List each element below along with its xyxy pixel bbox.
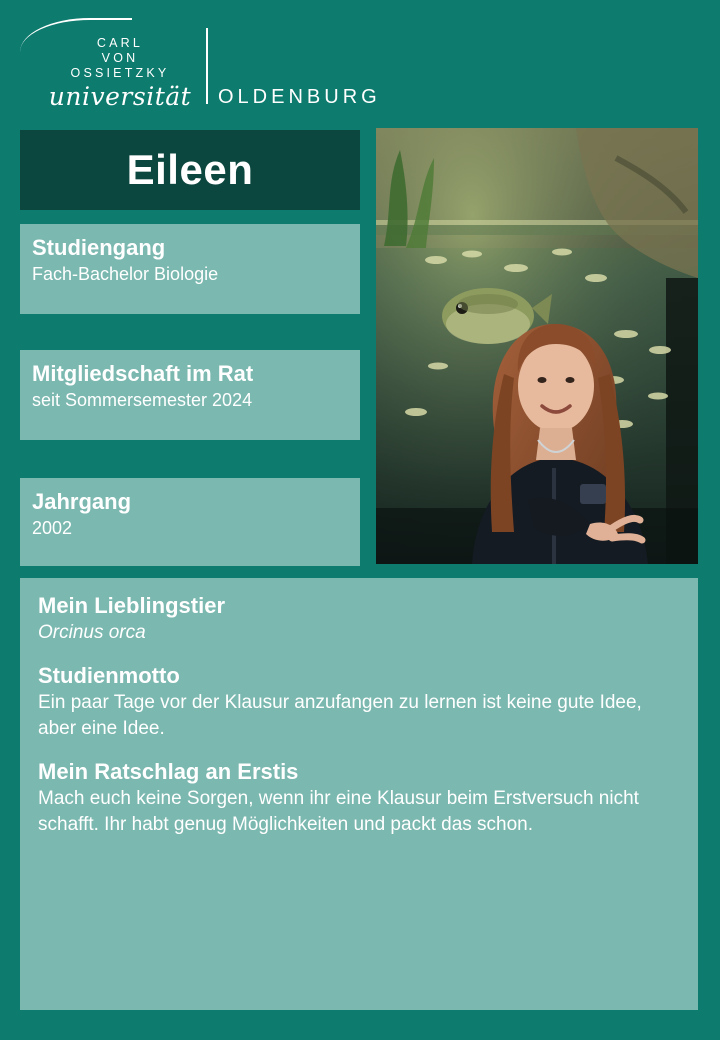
logo-universitaet: universität <box>48 82 192 111</box>
info-card-value: 2002 <box>32 518 73 538</box>
university-logo <box>20 14 381 111</box>
logo-line-carl: CARL <box>96 36 144 50</box>
logo-line-ossietzky: OSSIETZKY <box>70 66 170 80</box>
detail-title: Mein Lieblingstier <box>38 593 226 618</box>
info-card-value: seit Sommersemester 2024 <box>32 390 253 410</box>
info-card-studiengang <box>20 224 360 314</box>
logo-line-von: VON <box>101 51 139 65</box>
profile-photo <box>376 128 698 564</box>
detail-body: Ein paar Tage vor der Klausur anzufangen zu lernen ist keine gute Idee, aber eine Idee. <box>38 692 642 739</box>
detail-body: Mach euch keine Sorgen, wenn ihr eine Klausur beim Erstversuch nicht schafft. Ihr habt genug Möglichkeiten und packt das schon. <box>38 788 639 835</box>
detail-block-ratschlag <box>38 758 680 838</box>
detail-title: Studienmotto <box>38 663 180 688</box>
info-card-title: Jahrgang <box>32 489 132 514</box>
info-card-jahrgang <box>20 478 360 566</box>
info-card-title: Studiengang <box>32 235 166 260</box>
info-card-title: Mitgliedschaft im Rat <box>32 361 254 386</box>
detail-body: Orcinus orca <box>38 622 146 643</box>
detail-title: Mein Ratschlag an Erstis <box>38 759 299 784</box>
logo-wordmark-block <box>38 36 202 111</box>
logo-city: OLDENBURG <box>218 86 381 108</box>
logo-divider <box>206 28 208 104</box>
name-banner <box>20 130 360 210</box>
detail-block-studienmotto <box>38 662 680 742</box>
detail-block-lieblingstier <box>38 592 680 646</box>
info-card-value: Fach-Bachelor Biologie <box>32 264 219 284</box>
profile-name: Eileen <box>126 146 254 193</box>
details-panel <box>20 578 698 1010</box>
info-card-mitgliedschaft <box>20 350 360 440</box>
